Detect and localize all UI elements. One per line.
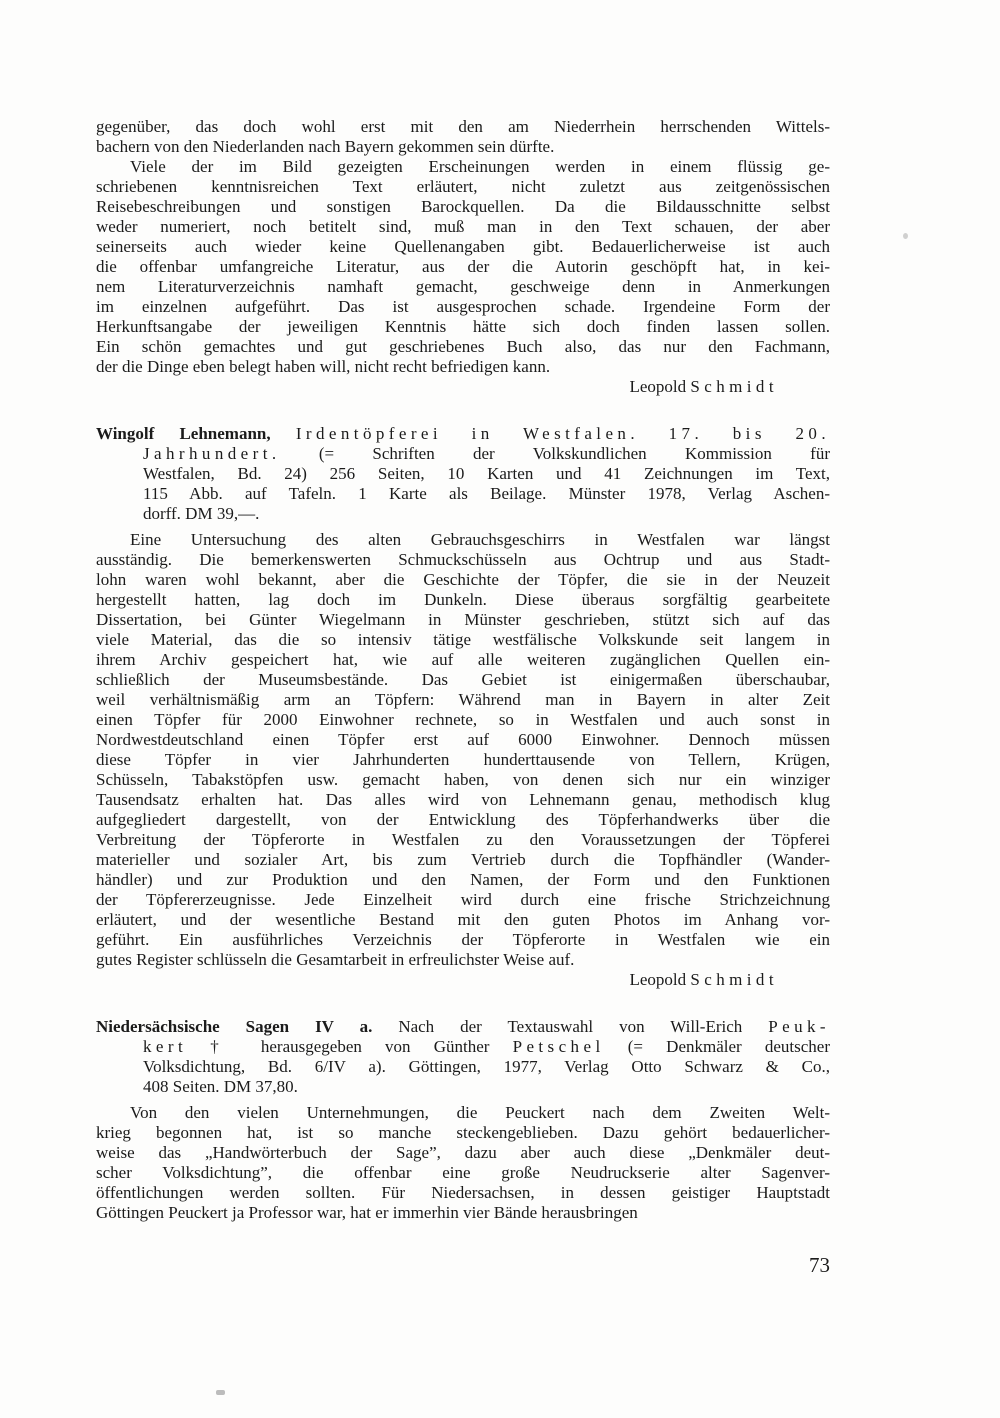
text-segment: weil verhältnismäßig arm an Töpfern: Während man in Bayern in alter Zeit xyxy=(96,690,830,709)
text-segment: die offenbar umfangreiche Literatur, aus der die Autorin geschöpft hat, in kei- xyxy=(96,257,830,276)
text-segment: öffentlichungen werden sollten. Für Niedersachsen, in dessen geistiger Hauptstadt xyxy=(96,1183,830,1202)
reviewer-surname: Schmidt xyxy=(690,377,778,396)
scan-artifact xyxy=(216,1390,225,1395)
text-segment: Nordwestdeutschland einen Töpfer erst auf 6000 Einwohner. Dennoch müssen xyxy=(96,730,830,749)
text-line xyxy=(96,570,830,590)
text-column xyxy=(96,117,830,1223)
text-segment: Viele der im Bild gezeigten Erscheinungen werden in einem flüssig ge- xyxy=(130,157,830,176)
text-line xyxy=(96,690,830,710)
letterspaced-text: Peuk- xyxy=(768,1017,830,1036)
text-segment: weise das „Handwörterbuch der Sage”, dazu aber auch diese „Denkmäler deut- xyxy=(96,1143,830,1162)
text-segment: Eine Untersuchung des alten Gebrauchsgeschirrs in Westfalen war längst xyxy=(130,530,830,549)
text-segment: Verbreitung der Töpferorte in Westfalen zu den Voraussetzungen der Töpferei xyxy=(96,830,830,849)
text-line xyxy=(96,237,830,257)
text-line xyxy=(96,1123,830,1143)
text-segment: Ein schön gemachtes und gut geschriebenes Buch also, das nur den Fachmann, xyxy=(96,337,830,356)
text-line xyxy=(96,770,830,790)
text-line xyxy=(96,1017,830,1037)
text-segment: der Töpfererzeugnisse. Jede Einzelheit wird durch eine frische Strichzeichnung xyxy=(96,890,830,909)
text-line xyxy=(96,424,830,444)
text-segment: gutes Register schlüsseln die Gesamtarbeit in erfreulichster Weise auf. xyxy=(96,950,575,969)
text-segment: Dissertation, bei Günter Wiegelmann in Münster geschrieben, stützt sich auf das xyxy=(96,610,830,629)
text-segment: 408 Seiten. DM 37,80. xyxy=(143,1077,298,1096)
scan-artifact xyxy=(903,233,908,239)
review-entry xyxy=(96,424,830,524)
text-segment: Nach der Textauswahl von Will-Erich xyxy=(372,1017,769,1036)
text-line xyxy=(96,137,830,157)
text-line xyxy=(96,810,830,830)
text-segment: ihrem Archiv gespeichert hat, wie auf alle weiteren zugänglichen Quellen ein- xyxy=(96,650,830,669)
paragraph xyxy=(96,117,830,157)
text-line xyxy=(96,710,830,730)
text-line xyxy=(96,297,830,317)
text-line xyxy=(96,590,830,610)
text-segment: Reisebeschreibungen und sonstigen Barockquellen. Da die Bildausschnitte selbst xyxy=(96,197,830,216)
text-line xyxy=(96,464,830,484)
text-line xyxy=(96,277,830,297)
text-line xyxy=(96,444,830,464)
text-line xyxy=(96,530,830,550)
text-segment: bachern von den Niederlanden nach Bayern gekommen sein dürfte. xyxy=(96,137,555,156)
text-line xyxy=(96,1037,830,1057)
text-line xyxy=(96,1143,830,1163)
review-title-bold: Niedersächsische Sagen IV a. xyxy=(96,1017,373,1036)
text-segment: im einzelnen aufgeführt. Das ist ausgesprochen schade. Irgendeine Form der xyxy=(96,297,830,316)
text-segment: Göttingen Peuckert ja Professor war, hat er immerhin vier Bände herausbringen xyxy=(96,1203,638,1222)
text-segment: diese Töpfer in vier Jahrhunderten hunderttausende von Tellern, Krügen, xyxy=(96,750,830,769)
letterspaced-text: Jahrhundert. xyxy=(143,444,281,463)
text-line xyxy=(96,650,830,670)
text-segment: geführt. Ein ausführliches Verzeichnis der Töpferorte in Westfalen wie ein xyxy=(96,930,830,949)
text-line xyxy=(96,337,830,357)
text-line xyxy=(96,1103,830,1123)
text-line xyxy=(96,504,830,524)
text-segment: gegenüber, das doch wohl erst mit den am Niederrhein herrschenden Wittels- xyxy=(96,117,830,136)
text-line xyxy=(96,1203,830,1223)
text-line xyxy=(96,750,830,770)
text-line xyxy=(96,1163,830,1183)
text-segment: schriebenen kenntnisreichen Text erläutert, nicht zuletzt aus zeitgenössischen xyxy=(96,177,830,196)
paragraph xyxy=(96,1103,830,1223)
text-segment: krieg begonnen hat, ist so manche steckengeblieben. Dazu gehört bedauerlicher- xyxy=(96,1123,830,1142)
text-segment: händler) und zur Produktion und den Namen, der Form und den Funktionen xyxy=(96,870,830,889)
text-segment: aufgegliedert dargestellt, von der Entwicklung des Töpferhandwerks über die xyxy=(96,810,830,829)
text-segment: Tausendsatz erhalten hat. Das alles wird von Lehnemann genau, methodisch klug xyxy=(96,790,830,809)
text-segment: (= Denkmäler deutscher xyxy=(604,1037,830,1056)
text-line xyxy=(96,197,830,217)
text-segment: schließlich der Museumsbestände. Das Gebiet ist einigermaßen überschaubar, xyxy=(96,670,830,689)
paragraph xyxy=(96,530,830,970)
text-line xyxy=(96,1183,830,1203)
text-segment: 115 Abb. auf Tafeln. 1 Karte als Beilage. Münster 1978, Verlag Aschen- xyxy=(143,484,830,503)
text-line xyxy=(96,217,830,237)
text-segment: Herkunftsangabe der jeweiligen Kenntnis hätte sich doch finden lassen sollen. xyxy=(96,317,830,336)
letterspaced-text: kert xyxy=(143,1037,188,1056)
text-line xyxy=(96,930,830,950)
text-segment: † herausgegeben von Günther xyxy=(187,1037,513,1056)
page-number: 73 xyxy=(809,1253,830,1277)
review-entry xyxy=(96,1017,830,1097)
text-line xyxy=(96,850,830,870)
text-line xyxy=(96,610,830,630)
reviewer-surname: Schmidt xyxy=(690,970,778,989)
text-segment: ausständig. Die bemerkenswerten Schmuckschüsseln aus Ochtrup und aus Stadt- xyxy=(96,550,830,569)
reviewer-signature xyxy=(96,970,830,990)
text-line xyxy=(96,1057,830,1077)
text-segment: der die Dinge eben belegt haben will, nicht recht befriedigen kann. xyxy=(96,357,551,376)
text-segment: materieller und sozialer Art, bis zum Vertrieb durch die Topfhändler (Wander- xyxy=(96,850,830,869)
text-segment: seinerseits auch wieder keine Quellenangaben gibt. Bedauerlicherweise ist auch xyxy=(96,237,830,256)
text-line xyxy=(96,830,830,850)
text-segment xyxy=(271,424,296,443)
text-line xyxy=(96,670,830,690)
text-segment: nem Literaturverzeichnis namhaft gemacht, geschweige denn in Anmerkungen xyxy=(96,277,830,296)
text-segment: dorff. DM 39,—. xyxy=(143,504,260,523)
text-line xyxy=(96,257,830,277)
reviewer-first-name: Leopold xyxy=(629,377,691,396)
reviewer-first-name: Leopold xyxy=(629,970,691,989)
paragraph xyxy=(96,157,830,377)
text-line xyxy=(96,177,830,197)
text-segment: viele Material, das die so intensiv tätige westfälische Volkskunde seit langem in xyxy=(96,630,830,649)
text-segment: (= Schriften der Volkskundlichen Kommission für xyxy=(280,444,830,463)
text-line xyxy=(96,910,830,930)
text-segment: Von den vielen Unternehmungen, die Peuckert nach dem Zweiten Welt- xyxy=(130,1103,830,1122)
text-line xyxy=(96,1077,830,1097)
text-segment: erläutert, und der wesentliche Bestand mit den guten Photos im Anhang vor- xyxy=(96,910,830,929)
text-line xyxy=(96,730,830,750)
reviewer-signature xyxy=(96,377,830,397)
letterspaced-text: Irdentöpferei in Westfalen. 17. bis 20. xyxy=(295,424,830,443)
text-segment: Volksdichtung, Bd. 6/IV a). Göttingen, 1977, Verlag Otto Schwarz & Co., xyxy=(143,1057,830,1076)
text-line xyxy=(96,357,830,377)
text-segment: lohn waren wohl bekannt, aber die Geschichte der Töpfer, die sie in der Neuzeit xyxy=(96,570,830,589)
text-line xyxy=(96,484,830,504)
text-line xyxy=(96,317,830,337)
text-line xyxy=(96,630,830,650)
text-line xyxy=(96,890,830,910)
text-segment: scher Volksdichtung”, die offenbar eine große Neudruckserie alter Sagenver- xyxy=(96,1163,830,1182)
text-line xyxy=(96,950,830,970)
text-segment: weder numeriert, noch betitelt sind, muß man in den Text schauen, der aber xyxy=(96,217,830,236)
text-segment: einen Töpfer für 2000 Einwohner rechnete, so in Westfalen und auch sonst in xyxy=(96,710,830,729)
review-title-bold: Wingolf Lehnemann, xyxy=(96,424,271,443)
text-line xyxy=(96,550,830,570)
letterspaced-text: Petschel xyxy=(512,1037,605,1056)
text-line xyxy=(96,870,830,890)
text-line xyxy=(96,790,830,810)
text-segment: Westfalen, Bd. 24) 256 Seiten, 10 Karten und 41 Zeichnungen im Text, xyxy=(143,464,830,483)
text-line xyxy=(96,157,830,177)
text-segment: hergestellt hatten, lag doch im Dunkeln. Diese überaus sorgfältig gearbeitete xyxy=(96,590,830,609)
text-segment: Schüsseln, Tabakstöpfen usw. gemacht haben, von denen sich nur ein winziger xyxy=(96,770,830,789)
text-line xyxy=(96,117,830,137)
